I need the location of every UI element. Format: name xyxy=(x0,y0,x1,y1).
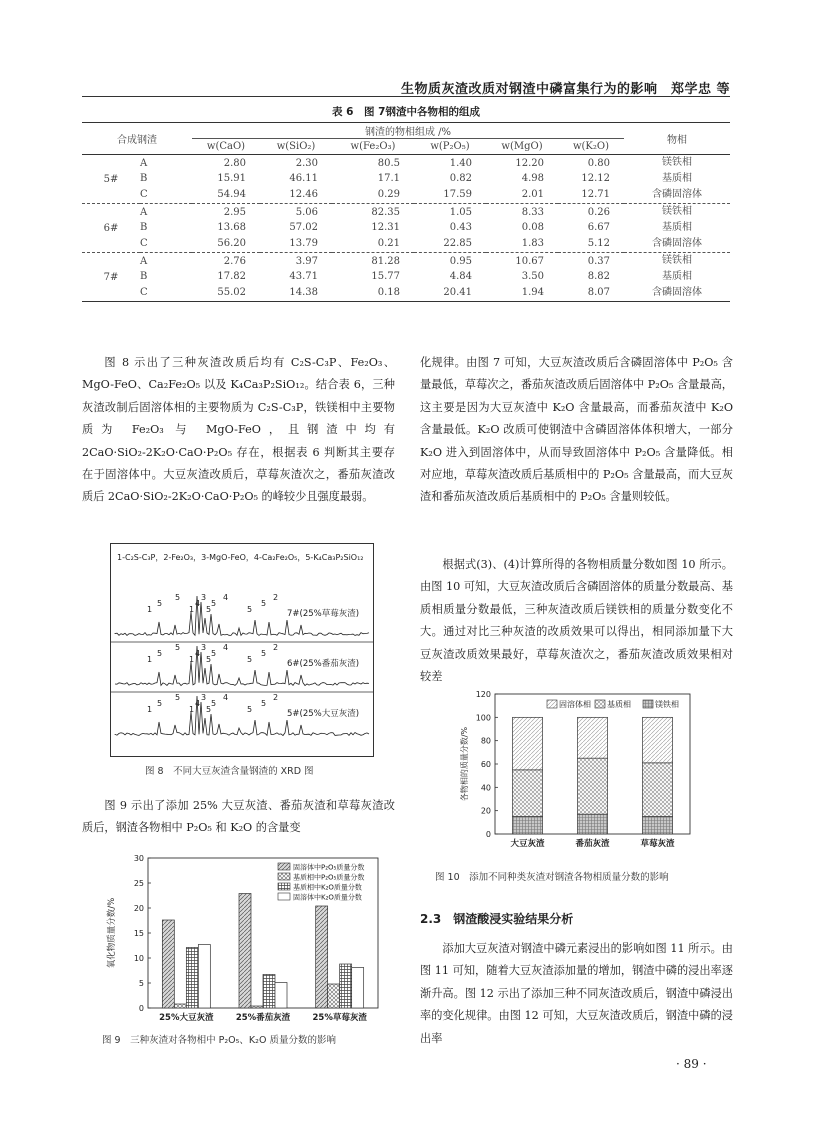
value-cell: 13.79 xyxy=(260,236,332,253)
phase-names-cell xyxy=(624,204,730,253)
y-tick-label: 25 xyxy=(133,879,144,888)
fig9-legend-swatch xyxy=(278,873,290,880)
value-cell: 0.26 xyxy=(587,206,610,218)
fig10-bar-segment xyxy=(578,717,608,758)
value-cell: 82.35 xyxy=(371,206,400,218)
xrd-trace-label: 7#(25%草莓灰渣) xyxy=(287,609,360,619)
peak-label: 1 xyxy=(147,605,153,614)
right-paragraph-1: 化规律。由图 7 可知，大豆灰渣改质后含磷固溶体中 P₂O₅ 含量最低，草莓次之，番茄灰渣改质后固溶体中 P₂O₅ 含量最高，这主要是因为大豆灰渣中 K₂O 含量最高，而番茄灰渣中 K₂O 含量最低。K₂O 改质可使钢渣中含磷固溶体体积增大，一部分 K₂O 进入到固溶体中，从而导致固溶体中 P₂O₅ 含量降低。相对应地，草莓灰渣改质后基质相中的 P₂O₅ 含量最高，而大豆灰渣和番茄灰渣改质后基质相中的 P₂O₅ 含量则较低。 xyxy=(420,356,733,504)
value-cell: 43.71 xyxy=(289,271,318,283)
peak-label: 4 xyxy=(223,693,229,702)
phase-composition-table xyxy=(82,122,730,302)
value-cell: 1.05 xyxy=(449,206,472,218)
value-cell: 2.95 xyxy=(223,206,246,218)
fig9-legend-swatch xyxy=(278,883,290,890)
value-cell: 80.5 xyxy=(377,157,400,169)
value-cell: 2.80 xyxy=(223,157,246,169)
fig10-legend-swatch xyxy=(595,700,605,708)
header-rule xyxy=(82,96,730,97)
peak-label: 5 xyxy=(157,699,163,708)
value-cell: 20.41 xyxy=(414,285,486,302)
fig8-xrd-plot xyxy=(111,544,373,756)
peak-label: 5 xyxy=(211,649,217,658)
peak-label: 1 xyxy=(189,605,195,614)
value-cell: 17.59 xyxy=(414,187,486,204)
phase-name: 含磷固溶体 xyxy=(652,238,702,249)
fig10-legend-swatch xyxy=(547,700,557,708)
value-cell: 2.76 xyxy=(223,255,246,267)
phase-cell: A xyxy=(140,255,148,267)
value-cell: 2.30 xyxy=(295,157,318,169)
fig9-bar xyxy=(316,906,328,1008)
peak-label: 5 xyxy=(157,599,163,608)
fig10-stacked-bar-chart xyxy=(455,690,700,865)
value-cell: 15.91 xyxy=(217,173,246,185)
fig10-category-label: 番茄灰渣 xyxy=(575,839,610,849)
fig9-bar xyxy=(352,968,364,1009)
section-title: 2.3 钢渣酸浸实验结果分析 xyxy=(420,912,574,926)
y-tick-label: 60 xyxy=(480,760,491,769)
fig10-legend-swatch xyxy=(643,700,653,708)
peak-label: 3 xyxy=(201,643,207,652)
value-cell: 12.31 xyxy=(371,222,400,234)
phase-cell: C xyxy=(140,285,192,302)
fig9-bar-chart xyxy=(100,848,390,1028)
y-tick-label: 120 xyxy=(475,690,491,699)
peak-label: 3 xyxy=(201,693,207,702)
phase-name: 镁铁相 xyxy=(662,255,692,266)
fig9-legend-swatch xyxy=(278,893,290,900)
phase-cell: A xyxy=(140,157,148,169)
peak-label: 5 xyxy=(247,705,253,714)
fig9-caption: 图 9 三种灰渣对各物相中 P₂O₅、K₂O 质量分数的影响 xyxy=(102,1035,336,1046)
phase-name: 镁铁相 xyxy=(662,157,692,168)
fig10-bar-segment xyxy=(643,817,673,835)
fig10-legend-label: 镁铁相 xyxy=(655,700,679,709)
peak-label: 2 xyxy=(273,643,279,652)
peak-label: 3 xyxy=(201,593,207,602)
phase-cell: B xyxy=(140,271,148,283)
y-tick-label: 5 xyxy=(138,979,144,988)
value-cell: 0.95 xyxy=(449,255,472,267)
peak-label: 1 xyxy=(189,655,195,664)
left-paragraph-1: 图 8 示出了三种灰渣改质后均有 C₂S-C₃P、Fe₂O₃、MgO-FeO、Ca₂Fe₂O₅ 以及 K₄Ca₃P₂SiO₁₂。结合表 6，三种灰渣改制后固溶体相的主要物质为 C₂S-C₃P，铁镁相中主要物质为 Fe₂O₃ 与 MgO-FeO，且钢渣中均有 2CaO·SiO₂-2K₂O·CaO·P₂O₅ 存在，根据表 6 判断其主要存在于固溶体中。大豆灰渣改质后，草莓灰渣次之，番茄灰渣改质后 2CaO·SiO₂-2K₂O·CaO·P₂O₅ 的峰较少且强度最弱。 xyxy=(82,356,395,504)
phase-cell: C xyxy=(140,236,192,253)
fig10-ylabel: 各物相的质量分数/% xyxy=(460,726,469,802)
fig8-xrd-figure xyxy=(110,543,374,757)
y-tick-label: 30 xyxy=(133,854,144,863)
xrd-trace-label: 6#(25%番茄灰渣) xyxy=(287,659,360,669)
value-cell: 0.18 xyxy=(332,285,414,302)
fig10-caption: 图 10 添加不同种类灰渣对钢渣各物相质量分数的影响 xyxy=(435,872,669,883)
value-cell: 54.94 xyxy=(192,187,260,204)
value-cell: 12.46 xyxy=(260,187,332,204)
fig9-bar xyxy=(340,964,352,1008)
fig9-ylabel: 氧化物质量分数/% xyxy=(107,897,117,969)
value-cell: 1.94 xyxy=(486,285,558,302)
phase-names-cell xyxy=(624,155,730,204)
table-row xyxy=(82,253,730,270)
phase-cell: A xyxy=(140,206,148,218)
xrd-trace-label: 5#(25%大豆灰渣) xyxy=(287,709,360,719)
peak-label: 1 xyxy=(147,655,153,664)
running-header: 生物质灰渣改质对钢渣中磷富集行为的影响 郑学忠 等 xyxy=(400,82,730,97)
phase-cell: B xyxy=(140,222,148,234)
right-paragraph-2: 根据式(3)、(4)计算所得的各物相质量分数如图 10 所示。由图 10 可知，大豆灰渣改质后含磷固溶体的质量分数最高、基质相质量分数最低，三种灰渣改质后镁铁相的质量分数变化不大。通过对比三种灰渣的改质效果可以得出，相同添加量下大豆灰渣改质效果最好，草莓灰渣次之，番茄灰渣改质效果相对较差 xyxy=(420,558,733,684)
value-cell: 5.06 xyxy=(295,206,318,218)
fig10-bar-segment xyxy=(643,763,673,817)
fig10-bar-segment xyxy=(513,817,543,835)
value-cell: 81.28 xyxy=(371,255,400,267)
value-cell: 12.12 xyxy=(581,173,610,185)
peak-label: 4 xyxy=(195,599,201,608)
value-cell: 10.67 xyxy=(515,255,544,267)
fig10-bar-segment xyxy=(513,717,543,770)
phase-name: 基质相 xyxy=(662,222,692,233)
peak-label: 4 xyxy=(223,643,229,652)
peak-label: 5 xyxy=(206,655,212,664)
fig10-legend-label: 基质相 xyxy=(607,700,631,709)
table-row xyxy=(82,204,730,221)
fig9-bar xyxy=(174,1004,186,1008)
fig9-category-label: 25%番茄灰渣 xyxy=(235,1013,291,1023)
fig9-legend-label: 固溶体中K₂O质量分数 xyxy=(293,893,362,902)
peak-label: 5 xyxy=(261,649,267,658)
value-cell: 0.43 xyxy=(449,222,472,234)
peak-label: 5 xyxy=(211,699,217,708)
peak-label: 5 xyxy=(175,593,181,602)
sample-cell: 7# xyxy=(82,253,140,302)
table-caption: 表 6 图 7钢渣中各物相的组成 xyxy=(332,106,480,118)
fig9-legend-label: 基质相中K₂O质量分数 xyxy=(293,883,362,892)
peak-label: 4 xyxy=(195,649,201,658)
peak-label: 5 xyxy=(157,649,163,658)
sub-header: w(CaO) xyxy=(192,139,260,155)
value-cell: 6.67 xyxy=(587,222,610,234)
value-cell: 46.11 xyxy=(289,173,318,185)
peak-label: 5 xyxy=(261,599,267,608)
value-cell: 0.82 xyxy=(449,173,472,185)
value-cell: 0.29 xyxy=(332,187,414,204)
fig9-category-label: 25%大豆灰渣 xyxy=(159,1013,214,1023)
peak-label: 2 xyxy=(273,593,279,602)
value-cell: 12.71 xyxy=(558,187,624,204)
page-number: · 89 · xyxy=(676,1057,707,1071)
sub-header: w(P₂O₅) xyxy=(414,139,486,155)
y-tick-label: 15 xyxy=(133,929,144,938)
peak-label: 5 xyxy=(175,643,181,652)
fig10-category-label: 草莓灰渣 xyxy=(640,839,675,849)
col-sample-header: 合成钢渣 xyxy=(82,123,192,155)
value-cell: 1.40 xyxy=(449,157,472,169)
fig10-bar-segment xyxy=(643,717,673,763)
fig9-legend-label: 固溶体中P₂O₅质量分数 xyxy=(293,863,365,872)
right-paragraph-3: 添加大豆灰渣对钢渣中磷元素浸出的影响如图 11 所示。由图 11 可知，随着大豆灰渣添加量的增加，钢渣中磷的浸出率逐渐升高。图 12 示出了添加三种不同灰渣改质后，钢渣中磷浸出率的变化规律。由图 12 可知，大豆灰渣改质后，钢渣中磷的浸出率 xyxy=(420,942,733,1045)
value-cell: 8.82 xyxy=(587,271,610,283)
y-tick-label: 20 xyxy=(133,904,144,913)
value-cell: 15.77 xyxy=(371,271,400,283)
value-cell: 57.02 xyxy=(289,222,318,234)
fig9-bar xyxy=(162,920,174,1008)
phase-name: 基质相 xyxy=(662,271,692,282)
peak-label: 1 xyxy=(189,705,195,714)
fig10-bar-segment xyxy=(578,758,608,814)
value-cell: 3.50 xyxy=(521,271,544,283)
phase-name: 含磷固溶体 xyxy=(652,189,702,200)
sample-cell: 6# xyxy=(82,204,140,253)
fig9-category-label: 25%草莓灰渣 xyxy=(312,1013,367,1023)
peak-label: 5 xyxy=(206,605,212,614)
value-cell: 0.80 xyxy=(587,157,610,169)
fig10-legend-label: 固溶体相 xyxy=(559,700,591,709)
phase-name: 含磷固溶体 xyxy=(652,287,702,298)
phase-name: 镁铁相 xyxy=(662,206,692,217)
fig10-category-label: 大豆灰渣 xyxy=(510,839,545,849)
fig9-bar xyxy=(328,984,340,1008)
sample-cell: 5# xyxy=(82,155,140,204)
phase-cell: C xyxy=(140,187,192,204)
value-cell: 3.97 xyxy=(295,255,318,267)
value-cell: 0.21 xyxy=(332,236,414,253)
value-cell: 56.20 xyxy=(192,236,260,253)
fig10-bar-segment xyxy=(578,814,608,834)
value-cell: 14.38 xyxy=(260,285,332,302)
y-tick-label: 10 xyxy=(133,954,144,963)
value-cell: 22.85 xyxy=(414,236,486,253)
fig9-bar xyxy=(186,948,198,1009)
value-cell: 5.12 xyxy=(558,236,624,253)
value-cell: 2.01 xyxy=(486,187,558,204)
peak-label: 5 xyxy=(206,705,212,714)
value-cell: 12.20 xyxy=(515,157,544,169)
peak-label: 4 xyxy=(223,593,229,602)
peak-label: 4 xyxy=(195,699,201,708)
value-cell: 8.33 xyxy=(521,206,544,218)
fig9-chart xyxy=(100,848,390,1028)
fig10-chart xyxy=(455,690,700,865)
fig8-legend: 1-C₂S-C₃P，2-Fe₂O₃，3-MgO-FeO，4-Ca₂Fe₂O₅，5-K₄Ca₃P₂SiO₁₂ xyxy=(117,553,364,562)
peak-label: 2 xyxy=(273,693,279,702)
y-tick-label: 40 xyxy=(480,783,491,793)
value-cell: 0.08 xyxy=(521,222,544,234)
peak-label: 5 xyxy=(211,599,217,608)
fig9-bar xyxy=(263,975,275,1009)
fig10-bar-segment xyxy=(513,770,543,817)
phase-cell: B xyxy=(140,173,148,185)
fig9-bar xyxy=(251,1006,263,1008)
y-tick-label: 100 xyxy=(475,713,491,723)
fig9-legend-swatch xyxy=(278,863,290,870)
phase-name: 基质相 xyxy=(662,173,692,184)
value-cell: 0.37 xyxy=(587,255,610,267)
peak-label: 5 xyxy=(175,693,181,702)
sub-header: w(K₂O) xyxy=(558,139,624,155)
y-tick-label: 0 xyxy=(485,830,491,839)
sub-header: w(SiO₂) xyxy=(260,139,332,155)
sub-header: w(MgO) xyxy=(486,139,558,155)
value-cell: 1.83 xyxy=(486,236,558,253)
value-cell: 13.68 xyxy=(217,222,246,234)
value-cell: 17.82 xyxy=(217,271,246,283)
col-phase-header: 物相 xyxy=(624,123,730,155)
col-group-header: 钢渣的物相组成 /% xyxy=(192,123,624,139)
y-tick-label: 80 xyxy=(480,736,491,746)
value-cell: 17.1 xyxy=(377,173,400,185)
value-cell: 55.02 xyxy=(192,285,260,302)
peak-label: 5 xyxy=(247,655,253,664)
fig9-bar xyxy=(275,983,287,1009)
table-row xyxy=(82,155,730,172)
peak-label: 5 xyxy=(247,605,253,614)
left-paragraph-2: 图 9 示出了添加 25% 大豆灰渣、番茄灰渣和草莓灰渣改质后，钢渣各物相中 P₂O₅ 和 K₂O 的含量变 xyxy=(82,799,395,835)
value-cell: 8.07 xyxy=(558,285,624,302)
phase-names-cell xyxy=(624,253,730,302)
value-cell: 4.98 xyxy=(521,173,544,185)
fig9-legend-label: 基质相中P₂O₅质量分数 xyxy=(293,873,365,882)
peak-label: 1 xyxy=(147,705,153,714)
peak-label: 5 xyxy=(261,699,267,708)
fig9-bar xyxy=(198,945,210,1009)
sub-header: w(Fe₂O₃) xyxy=(332,139,414,155)
y-tick-label: 0 xyxy=(138,1004,144,1013)
fig9-bar xyxy=(239,894,251,1009)
y-tick-label: 20 xyxy=(480,806,491,816)
fig8-caption: 图 8 不同大豆灰渣含量钢渣的 XRD 图 xyxy=(145,766,314,777)
value-cell: 4.84 xyxy=(449,271,472,283)
